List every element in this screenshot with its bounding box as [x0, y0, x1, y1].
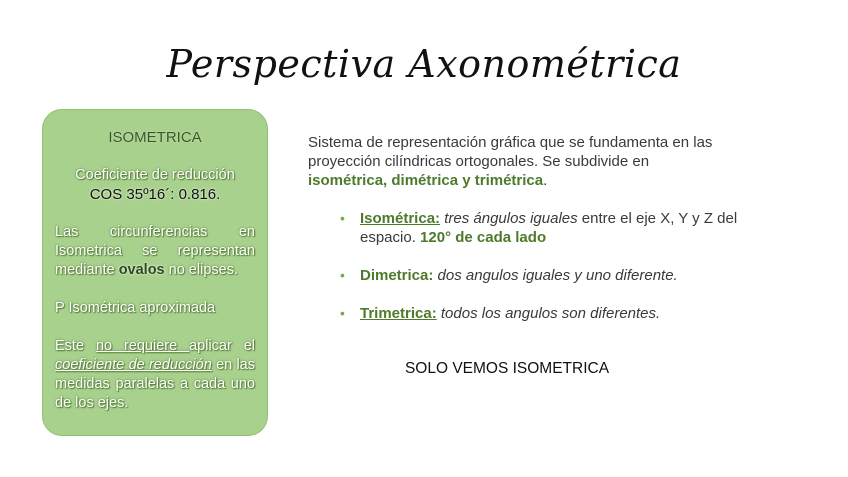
dim-desc: dos angulos iguales y uno diferente.	[433, 267, 678, 284]
circumference-note	[55, 223, 255, 280]
este-no-requiere: no requiere	[95, 338, 190, 354]
circ-text-2: no elipses.	[164, 262, 238, 278]
intro-end: .	[543, 172, 548, 189]
tri-term: Trimetrica:	[360, 305, 437, 322]
card-heading: ISOMETRICA	[108, 129, 202, 146]
iso-angle: 120° de cada lado	[420, 229, 547, 246]
este-text-2: en las medidas paralelas a cada uno de los ejes.	[55, 357, 255, 411]
circ-ovalos: ovalos	[118, 262, 165, 278]
bullet-icon: •	[340, 267, 345, 283]
coef-formula: COS 35º16´: 0.816.	[89, 186, 221, 203]
bullet-icon: •	[340, 210, 345, 226]
intro-paragraph	[308, 133, 728, 190]
slide-title: Perspectiva Axonométrica	[166, 42, 682, 86]
este-aplicar: aplicar el	[189, 338, 256, 354]
footer-note: SOLO VEMOS ISOMETRICA	[404, 360, 610, 377]
iso-rest: entre el eje X, Y y Z del espacio.	[360, 210, 738, 246]
types-list	[340, 209, 740, 323]
intro-highlight: isométrica, dimétrica y trimétrica	[308, 172, 544, 189]
circ-text-1: Las circunferencias en Isometrica se representan mediante	[55, 224, 255, 278]
list-item-dimetrica	[340, 266, 740, 285]
iso-desc: tres ángulos iguales	[440, 210, 578, 227]
coef-label: Coeficiente de reducción	[75, 167, 235, 183]
este-text-1: Este	[55, 338, 96, 354]
bullet-icon: •	[340, 305, 345, 321]
este-coeficiente: coeficiente de reducción	[55, 357, 212, 373]
list-item-trimetrica	[340, 304, 740, 323]
isometrica-info-card	[42, 109, 268, 436]
dim-term: Dimetrica	[360, 267, 429, 284]
list-item-isometrica	[340, 209, 740, 247]
tri-desc: todos los angulos son diferentes.	[436, 305, 661, 322]
approx-note: P Isométrica aproximada	[55, 300, 216, 316]
intro-text: Sistema de representación gráfica que se fundamenta en las proyección cilíndricas ortogonales. Se subdivide en	[308, 134, 713, 170]
iso-term: Isométrica:	[360, 210, 441, 227]
dim-colon: :	[428, 267, 434, 284]
